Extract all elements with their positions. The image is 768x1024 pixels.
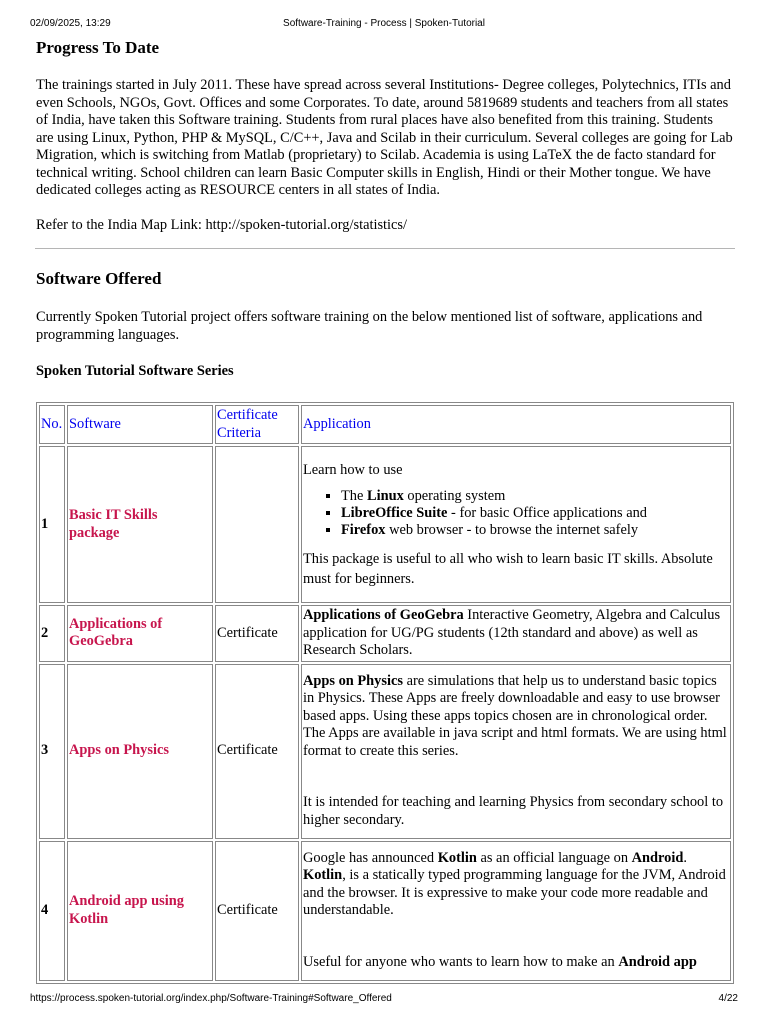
application-outro: This package is useful to all who wish to learn basic IT skills. Absolute must for beginners. bbox=[303, 550, 713, 587]
list-item: ▪ Firefox web browser - to browse the internet safely bbox=[341, 522, 729, 539]
software-series-table bbox=[36, 402, 734, 984]
header-no: No. bbox=[39, 405, 65, 444]
application-title: Apps on Physics bbox=[303, 672, 403, 689]
certificate-cell: Certificate bbox=[215, 664, 299, 839]
application-bullet-list bbox=[303, 488, 729, 539]
application-note: It is intended for teaching and learning Physics from secondary school to higher secondary. bbox=[303, 794, 724, 828]
table-row bbox=[39, 605, 731, 662]
application-description: Apps on Physics are simulations that help us to understand basic topics in Physics. These Apps are freely downloadable and easy to use browser based apps. Using these apps topics chosen are in chronological order. The Apps are available in java script and html formats. We are using html format to create this series. bbox=[303, 672, 727, 759]
application-title: Applications of GeoGebra bbox=[303, 607, 464, 623]
main-content bbox=[36, 36, 734, 380]
row-number: 1 bbox=[39, 446, 65, 603]
application-description: Interactive Geometry, Algebra and Calculus application for UG/PG students (12th standard and above) as well as Research Scholars. bbox=[303, 607, 721, 658]
row-number: 2 bbox=[39, 605, 65, 662]
print-url: https://process.spoken-tutorial.org/index.php/Software-Training#Software_Offered bbox=[30, 993, 392, 1004]
list-item: ▪ The Linux operating system bbox=[341, 488, 729, 505]
certificate-cell bbox=[215, 446, 299, 603]
table-row bbox=[39, 664, 731, 839]
row-number: 3 bbox=[39, 664, 65, 839]
header-software: Software bbox=[67, 405, 213, 444]
print-datetime: 02/09/2025, 13:29 bbox=[30, 18, 111, 29]
header-application: Application bbox=[301, 405, 731, 444]
application-description: Google has announced Kotlin as an official language on Android. Kotlin, is a statically typed programming language for the JVM, Android and the browser. It is expressive to make your code more readable and understandable. bbox=[303, 849, 726, 919]
application-cell bbox=[301, 841, 731, 981]
section-divider bbox=[35, 248, 735, 249]
progress-heading: Progress To Date bbox=[36, 38, 160, 57]
india-map-link[interactable]: Refer to the India Map Link: http://spoken-tutorial.org/statistics/ bbox=[36, 216, 408, 233]
table-row bbox=[39, 446, 731, 603]
certificate-cell: Certificate bbox=[215, 605, 299, 662]
table-header-row bbox=[39, 405, 731, 444]
software-name[interactable]: Applications of GeoGebra bbox=[67, 605, 213, 662]
application-intro: Learn how to use bbox=[303, 462, 403, 479]
software-name[interactable]: Basic IT Skills package bbox=[67, 446, 213, 603]
page-number: 4/22 bbox=[718, 993, 738, 1004]
print-header bbox=[30, 18, 738, 32]
software-offered-heading: Software Offered bbox=[36, 269, 162, 288]
print-page-title: Software-Training - Process | Spoken-Tutorial bbox=[283, 18, 485, 29]
software-offered-paragraph: Currently Spoken Tutorial project offers software training on the below mentioned list of software, applications and programming languages. bbox=[36, 309, 703, 343]
application-cell bbox=[301, 605, 731, 662]
software-name[interactable]: Android app using Kotlin bbox=[67, 841, 213, 981]
list-item: ▪ LibreOffice Suite - for basic Office applications and bbox=[341, 505, 729, 522]
table-row bbox=[39, 841, 731, 981]
series-title: Spoken Tutorial Software Series bbox=[36, 363, 234, 379]
print-footer bbox=[30, 993, 738, 1007]
header-certificate-criteria: Certificate Criteria bbox=[215, 405, 299, 444]
software-name[interactable]: Apps on Physics bbox=[67, 664, 213, 839]
application-cell bbox=[301, 446, 731, 603]
row-number: 4 bbox=[39, 841, 65, 981]
certificate-cell: Certificate bbox=[215, 841, 299, 981]
progress-paragraph: The trainings started in July 2011. These have spread across several Institutions- Degree colleges, Polytechnics, ITIs and even Schools, NGOs, Govt. Offices and some Corporates. To date, around 5819689 students and teachers from all states of India, have taken this Software training. Students from rural places have also benefited from this training. Students are using Linux, Python, PHP & MySQL, C/C++, Java and Scilab in their curriculum. Several colleges are going for Lab Migration, which is switching from Matlab (proprietary) to Scilab. Academia is using LaTeX the de facto standard for technical writing. School children can learn Basic Computer skills in English, Hindi or their Mother tongue. We have dedicated colleges acting as RESOURCE centers in all states of India. bbox=[36, 77, 733, 198]
application-cell bbox=[301, 664, 731, 839]
application-note: Useful for anyone who wants to learn how to make an Android app bbox=[303, 953, 697, 970]
